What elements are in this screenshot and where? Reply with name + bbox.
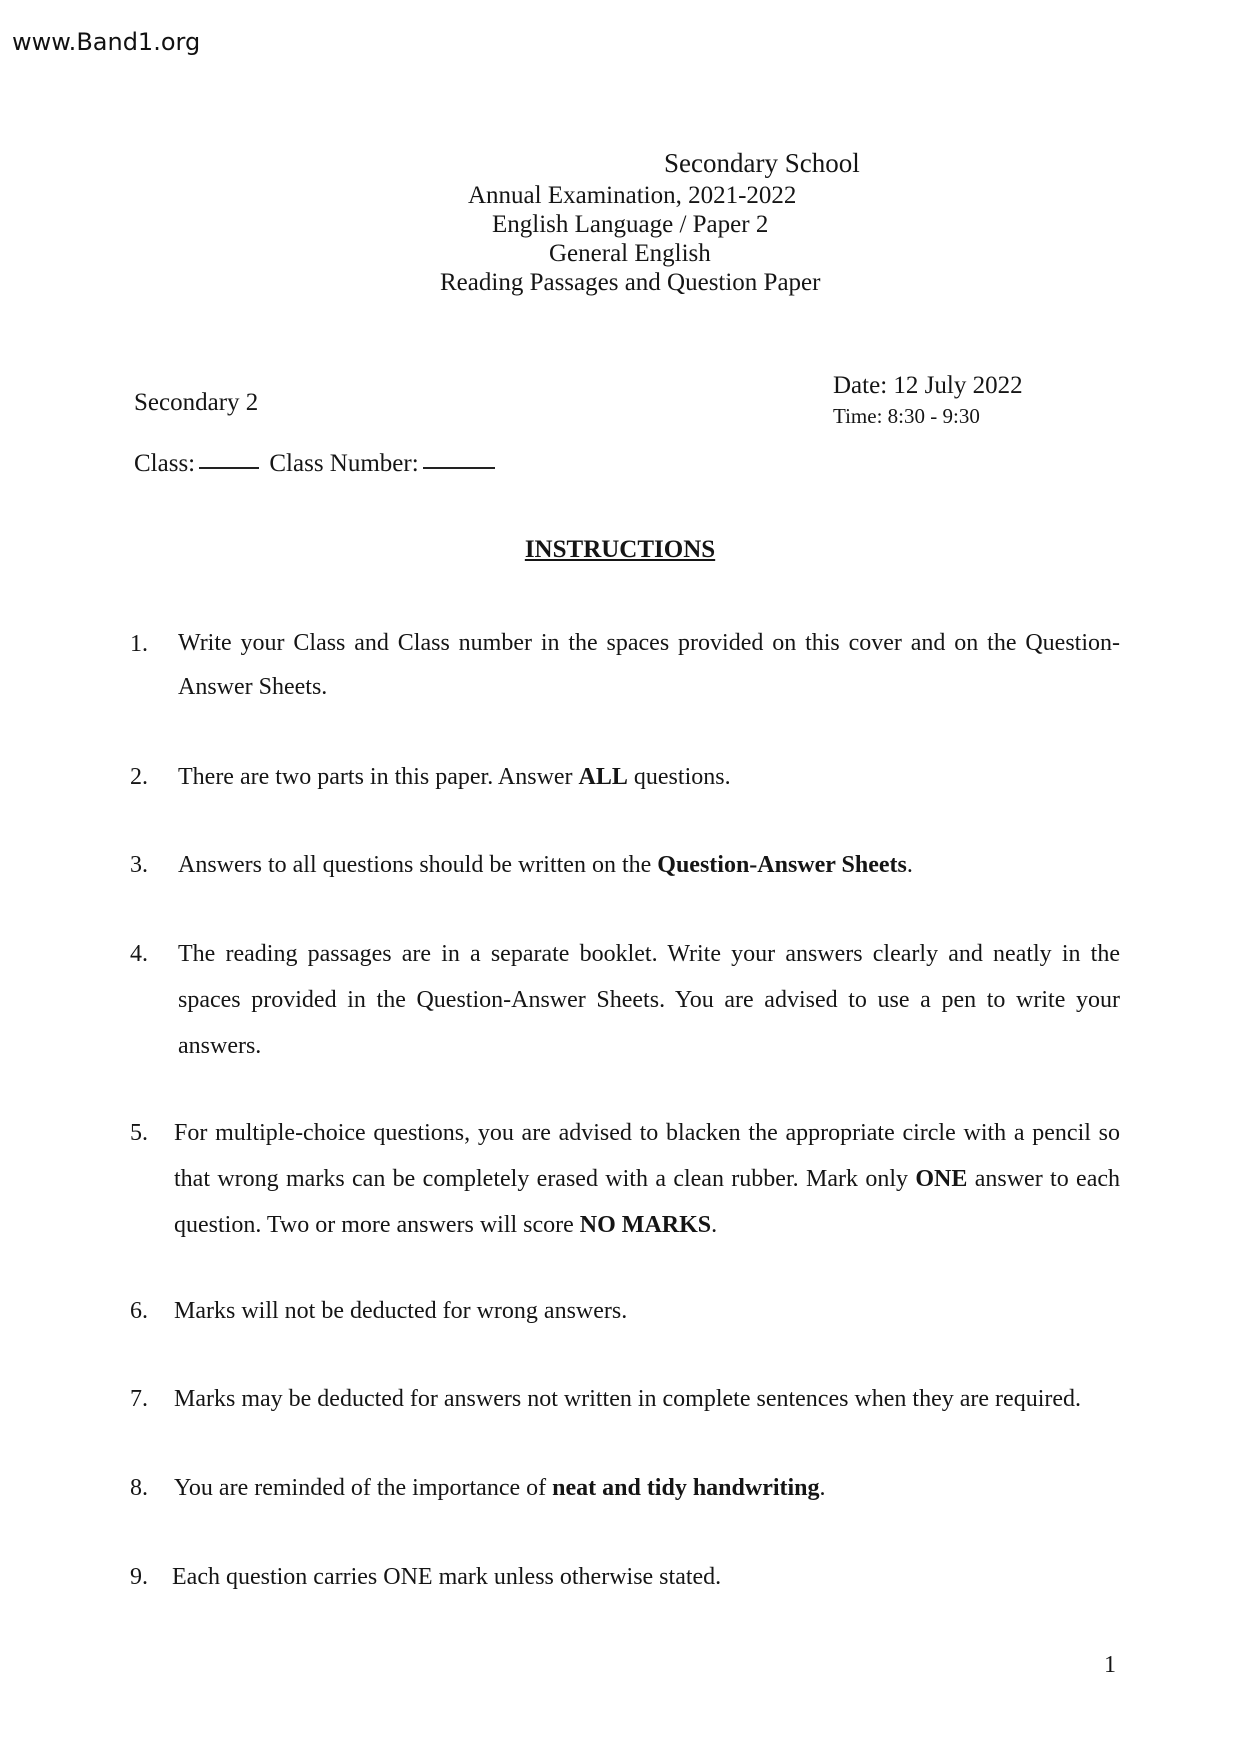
instruction-text: Each question carries ONE mark unless otherwise stated. <box>172 1564 722 1590</box>
instruction-number: 4. <box>130 941 148 967</box>
class-fields <box>134 450 499 478</box>
instruction-number: 3. <box>130 852 148 878</box>
paper-title: General English <box>549 240 711 267</box>
subject-title: English Language / Paper 2 <box>492 211 769 238</box>
instructions-title: INSTRUCTIONS <box>524 536 716 563</box>
page-number: 1 <box>1104 1652 1116 1678</box>
class-number-label: Class Number: <box>269 450 419 477</box>
instruction-text: Answers to all questions should be written on the Question-Answer Sheets. <box>178 852 913 878</box>
instruction-text: Write your Class and Class number in the spaces provided on this cover and on the Question-Answer Sheets. <box>178 630 1120 700</box>
instruction-number: 9. <box>130 1564 148 1590</box>
instruction-number: 5. <box>130 1120 148 1146</box>
class-blank[interactable] <box>199 467 259 469</box>
class-label: Class: <box>134 450 196 477</box>
exam-title: Annual Examination, 2021-2022 <box>468 182 797 209</box>
exam-date: Date: 12 July 2022 <box>833 372 1023 399</box>
instruction-text: There are two parts in this paper. Answer ALL questions. <box>178 764 731 790</box>
booklet-title: Reading Passages and Question Paper <box>440 269 821 296</box>
site-watermark: www.Band1.org <box>12 28 201 56</box>
level-label: Secondary 2 <box>134 389 259 416</box>
instruction-number: 6. <box>130 1298 148 1324</box>
instruction-number: 2. <box>130 764 148 790</box>
instruction-number: 8. <box>130 1475 148 1501</box>
instruction-number: 1. <box>130 631 148 657</box>
instruction-text: You are reminded of the importance of neat and tidy handwriting. <box>174 1475 826 1501</box>
exam-time: Time: 8:30 - 9:30 <box>833 404 980 428</box>
instruction-number: 7. <box>130 1386 148 1412</box>
instruction-text: Marks will not be deducted for wrong answers. <box>174 1298 628 1324</box>
instruction-text: For multiple-choice questions, you are advised to blacken the appropriate circle with a pencil so that wrong marks can be completely erased with a clean rubber. Mark only ONE answer to each question. Two or more answers will score NO MARKS. <box>174 1120 1121 1238</box>
instruction-text: The reading passages are in a separate booklet. Write your answers clearly and neatly in the spaces provided in the Question-Answer Sheets. You are advised to use a pen to write your answers. <box>178 941 1120 1059</box>
instruction-text: Marks may be deducted for answers not written in complete sentences when they are required. <box>174 1386 1082 1412</box>
school-name: Secondary School <box>664 148 860 178</box>
class-number-blank[interactable] <box>423 467 495 469</box>
